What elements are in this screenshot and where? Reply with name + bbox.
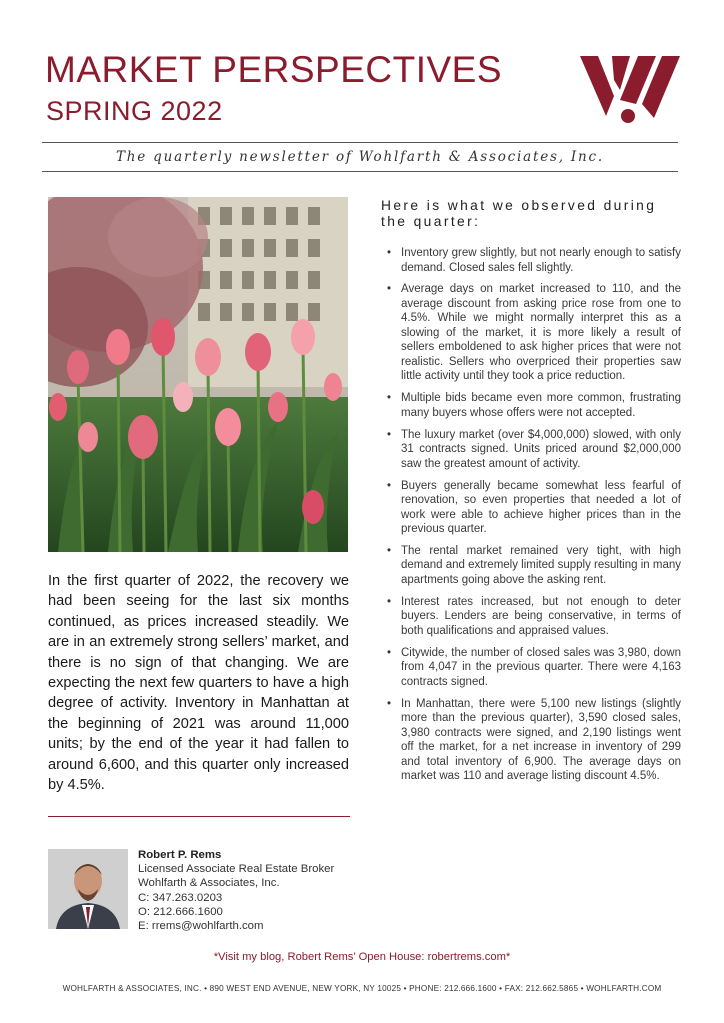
observations-list bbox=[381, 246, 681, 791]
list-item: • Inventory grew slightly, but not nearly enough to satisfy demand. Closed sales fell slightly. bbox=[381, 246, 681, 275]
list-item: • The luxury market (over $4,000,000) slowed, with only 31 contracts signed. Units priced around $2,000,000 saw the greatest amount of activity. bbox=[381, 428, 681, 472]
list-item: • Buyers generally became somewhat less fearful of renovation, so even properties that needed a lot of work were able to achieve higher prices than in the previous quarter. bbox=[381, 479, 681, 537]
list-item: • Average days on market increased to 110, and the average discount from asking price rose from one to 4.5%. While we might normally interpret this as a slowing of the market, it is more likely a result of sellers emboldened to ask higher prices that were not realistic. Sellers who overpriced their properties saw little activity until they took a price reduction. bbox=[381, 282, 681, 384]
agent-headshot bbox=[48, 849, 128, 929]
agent-title: Licensed Associate Real Estate Broker bbox=[138, 863, 335, 876]
agent-office: O: 212.666.1600 bbox=[138, 905, 223, 918]
tulips-photo bbox=[48, 197, 348, 552]
agent-company: Wohlfarth & Associates, Inc. bbox=[138, 877, 280, 890]
header-rule-bottom bbox=[42, 171, 678, 172]
list-item: • Citywide, the number of closed sales was 3,980, down from 4,047 in the previous quarter. There were 4,163 contracts signed. bbox=[381, 646, 681, 690]
agent-name: Robert P. Rems bbox=[138, 849, 222, 861]
blog-link[interactable]: *Visit my blog, Robert Rems’ Open House: robertrems.com* bbox=[213, 951, 511, 963]
agent-cell: C: 347.263.0203 bbox=[138, 891, 223, 904]
list-item: • Interest rates increased, but not enough to deter buyers. Lenders are being conservative, in terms of both qualifications and appraised values. bbox=[381, 595, 681, 639]
observations-heading: Here is what we observed during the quarter: bbox=[381, 198, 657, 229]
footer-contact: WOHLFARTH & ASSOCIATES, INC. • 890 WEST END AVENUE, NEW YORK, NY 10025 • PHONE: 212.666.1600 • FAX: 212.662.5865 • WOHLFARTH.COM bbox=[62, 984, 662, 993]
agent-bio bbox=[138, 848, 334, 933]
intro-paragraph: In the first quarter of 2022, the recovery we had been seeing for the last six months continued, as prices increased steadily. We are in an extremely strong sellers’ market, and there is no sign of that changing. We are expecting the next few quarters to have a high degree of activity. Inventory in Manhattan at the beginning of 2021 was around 11,000 units; by the end of the year it had fallen to around 6,600, and this quarter only increased by 4.5%. bbox=[48, 573, 349, 794]
tagline: The quarterly newsletter of Wohlfarth & Associates, Inc. bbox=[116, 149, 604, 165]
header-rule-top bbox=[42, 142, 678, 143]
list-item: • Multiple bids became even more common, frustrating many buyers whose offers were not accepted. bbox=[381, 391, 681, 420]
newsletter-title: MARKET PERSPECTIVES bbox=[45, 49, 503, 90]
newsletter-edition: SPRING 2022 bbox=[46, 96, 223, 126]
agent-email: E: rrems@wohlfarth.com bbox=[138, 920, 264, 933]
intro-divider bbox=[48, 816, 350, 817]
wa-monogram-logo bbox=[580, 54, 680, 126]
list-item: • In Manhattan, there were 5,100 new listings (slightly more than the previous quarter), 3,590 closed sales, 3,980 contracts were signed, and 2,190 listings went off the market, for a net increase in inventory of 299 and total inventory of 6,900. The average days on market was 110 and average listing discount 4.5%. bbox=[381, 697, 681, 784]
list-item: • The rental market remained very tight, with high demand and extremely limited supply resulting in many apartments going above the asking rent. bbox=[381, 544, 681, 588]
